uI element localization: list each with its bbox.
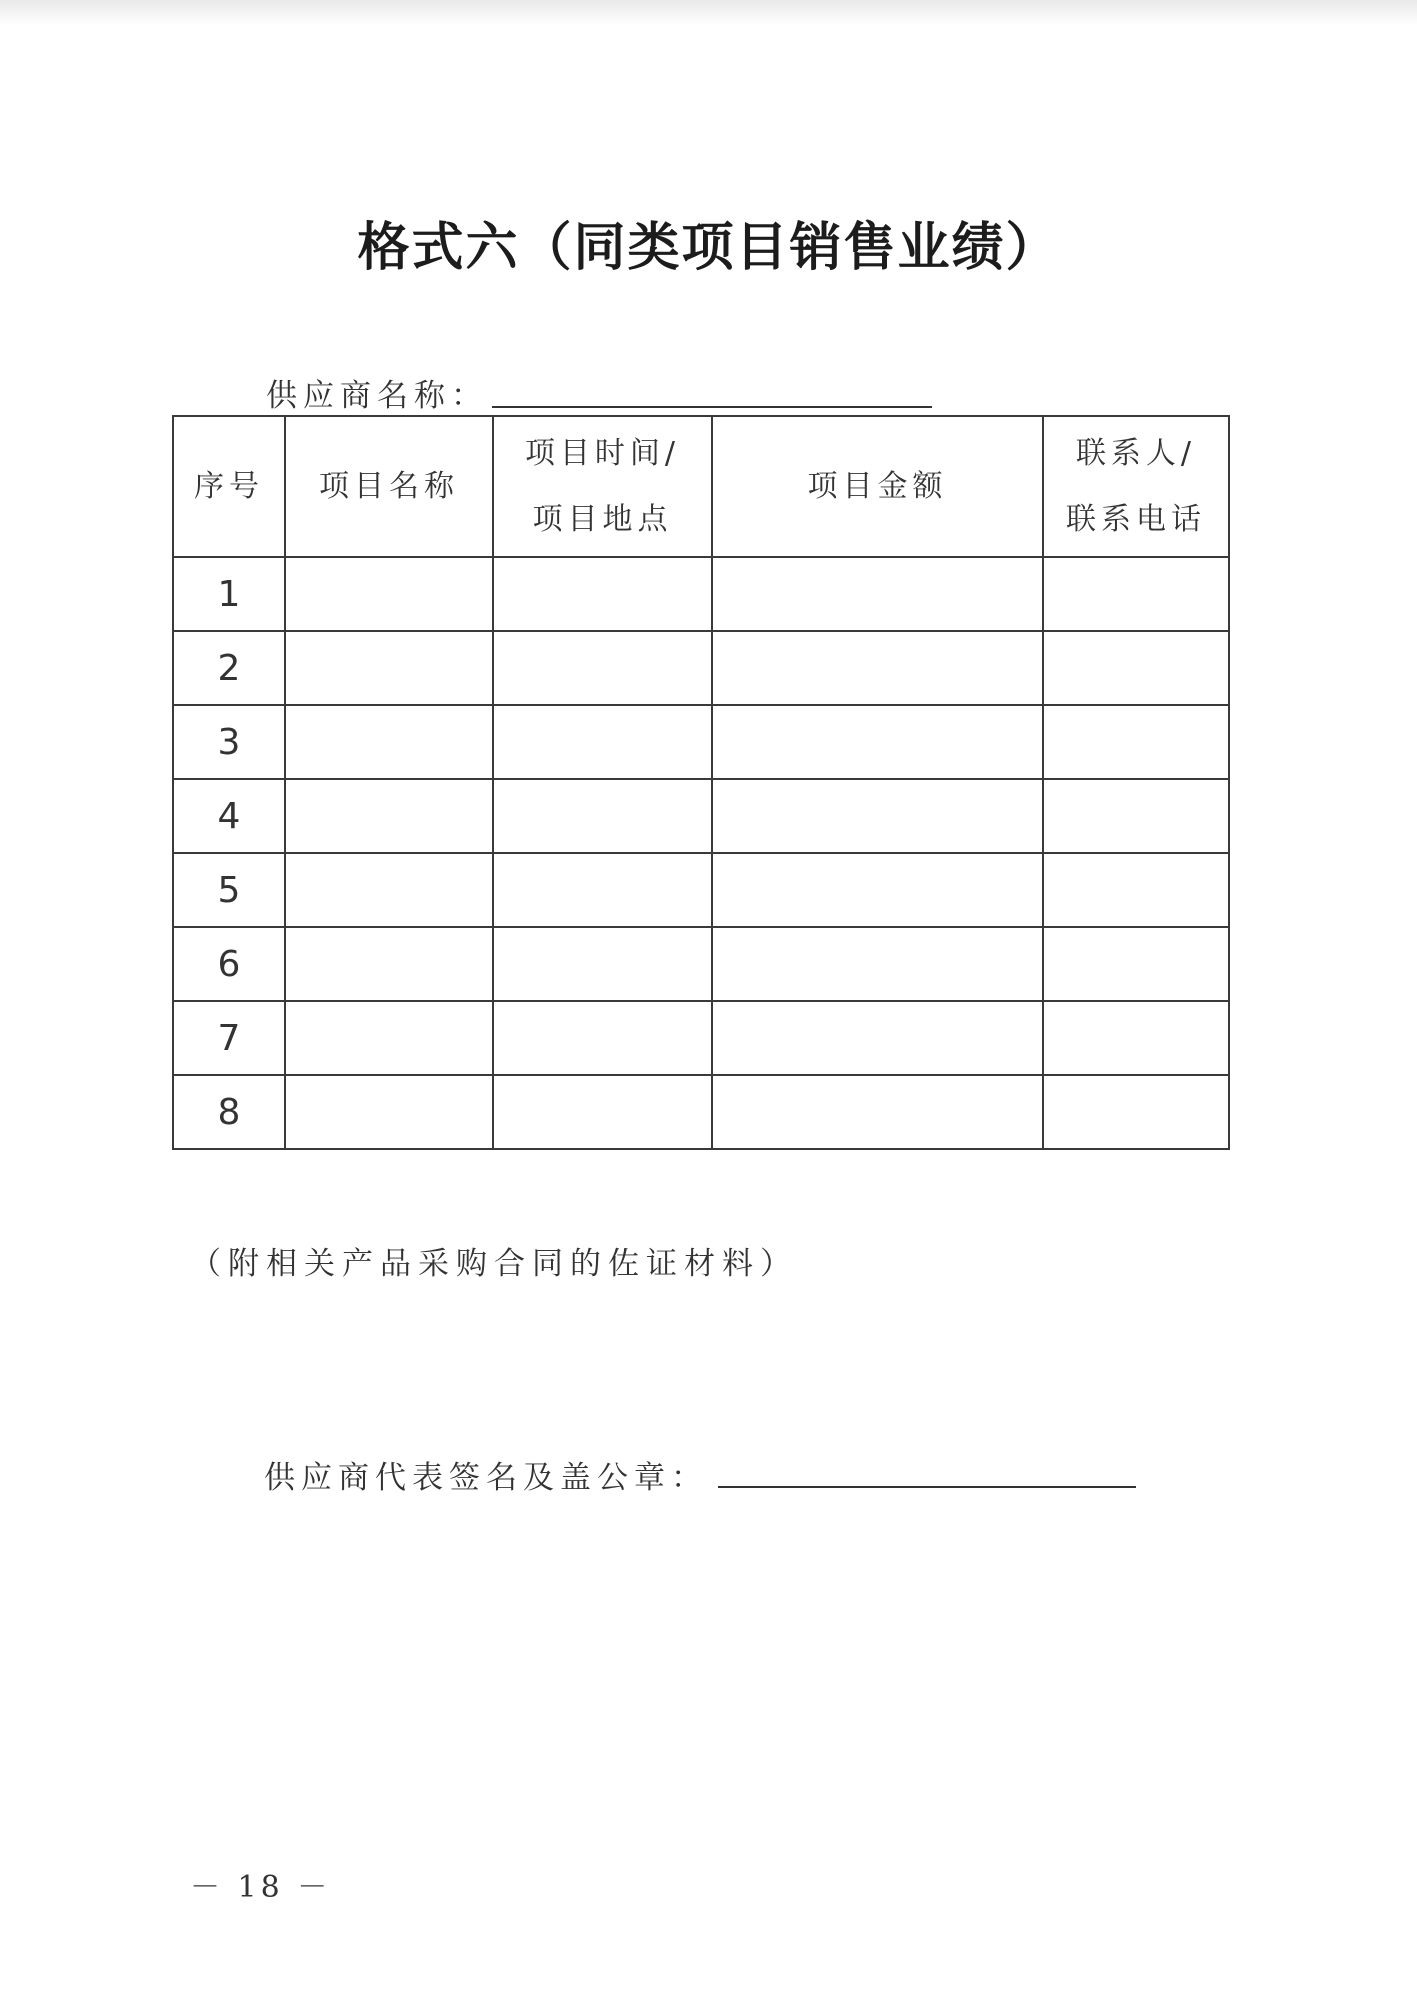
project-amount-cell[interactable] [712, 853, 1043, 927]
table-header-row [173, 416, 1229, 557]
row-seq: 8 [173, 1075, 285, 1149]
scan-top-edge [0, 0, 1417, 26]
header-project-amount [712, 416, 1043, 557]
row-seq: 7 [173, 1001, 285, 1075]
contact-cell[interactable] [1043, 1001, 1229, 1075]
project-amount-cell[interactable] [712, 557, 1043, 631]
table-row [173, 1075, 1229, 1149]
project-name-cell[interactable] [285, 1001, 493, 1075]
contact-cell[interactable] [1043, 853, 1229, 927]
page-title: 格式六（同类项目销售业绩） [357, 217, 1060, 278]
table-row [173, 1001, 1229, 1075]
project-name-cell[interactable] [285, 779, 493, 853]
signature-label: 供应商代表签名及盖公章： [264, 1460, 708, 1496]
signature-field[interactable] [718, 1486, 1136, 1488]
project-time-location-cell[interactable] [493, 631, 712, 705]
project-amount-cell[interactable] [712, 631, 1043, 705]
project-amount-cell[interactable] [712, 927, 1043, 1001]
table-row [173, 779, 1229, 853]
project-time-location-cell[interactable] [493, 927, 712, 1001]
row-seq: 1 [173, 557, 285, 631]
header-contact-line2: 联系电话 [1066, 501, 1206, 537]
project-time-location-cell[interactable] [493, 1001, 712, 1075]
row-seq: 4 [173, 779, 285, 853]
header-project-name [285, 416, 493, 557]
project-name-cell[interactable] [285, 853, 493, 927]
sales-performance-table [172, 415, 1230, 1150]
header-project-name-label: 项目名称 [319, 468, 459, 504]
project-name-cell[interactable] [285, 927, 493, 1001]
project-name-cell[interactable] [285, 705, 493, 779]
header-time-line1: 项目时间/ [524, 435, 681, 471]
contact-cell[interactable] [1043, 779, 1229, 853]
table-row [173, 631, 1229, 705]
attachment-note: （附相关产品采购合同的佐证材料） [190, 1246, 798, 1282]
project-time-location-cell[interactable] [493, 779, 712, 853]
header-seq-label: 序号 [194, 468, 264, 504]
row-seq: 3 [173, 705, 285, 779]
contact-cell[interactable] [1043, 1075, 1229, 1149]
contact-cell[interactable] [1043, 557, 1229, 631]
row-seq: 2 [173, 631, 285, 705]
contact-cell[interactable] [1043, 927, 1229, 1001]
project-time-location-cell[interactable] [493, 557, 712, 631]
project-amount-cell[interactable] [712, 1001, 1043, 1075]
header-project-time-location [493, 416, 712, 557]
contact-cell[interactable] [1043, 631, 1229, 705]
project-name-cell[interactable] [285, 631, 493, 705]
row-seq: 6 [173, 927, 285, 1001]
row-seq: 5 [173, 853, 285, 927]
header-contact [1043, 416, 1229, 557]
table-row [173, 557, 1229, 631]
header-contact-line1: 联系人/ [1075, 435, 1197, 471]
header-project-amount-label: 项目金额 [807, 468, 948, 504]
project-name-cell[interactable] [285, 557, 493, 631]
table-row [173, 853, 1229, 927]
project-time-location-cell[interactable] [493, 853, 712, 927]
supplier-name-label: 供应商名称： [266, 378, 488, 414]
project-time-location-cell[interactable] [493, 705, 712, 779]
header-seq [173, 416, 285, 557]
project-amount-cell[interactable] [712, 705, 1043, 779]
header-time-line2: 项目地点 [532, 501, 673, 537]
contact-cell[interactable] [1043, 705, 1229, 779]
page-number: － 18 － [190, 1870, 332, 1905]
supplier-name-field[interactable] [492, 406, 932, 408]
project-amount-cell[interactable] [712, 1075, 1043, 1149]
table-row [173, 927, 1229, 1001]
project-time-location-cell[interactable] [493, 1075, 712, 1149]
table-row [173, 705, 1229, 779]
project-name-cell[interactable] [285, 1075, 493, 1149]
project-amount-cell[interactable] [712, 779, 1043, 853]
